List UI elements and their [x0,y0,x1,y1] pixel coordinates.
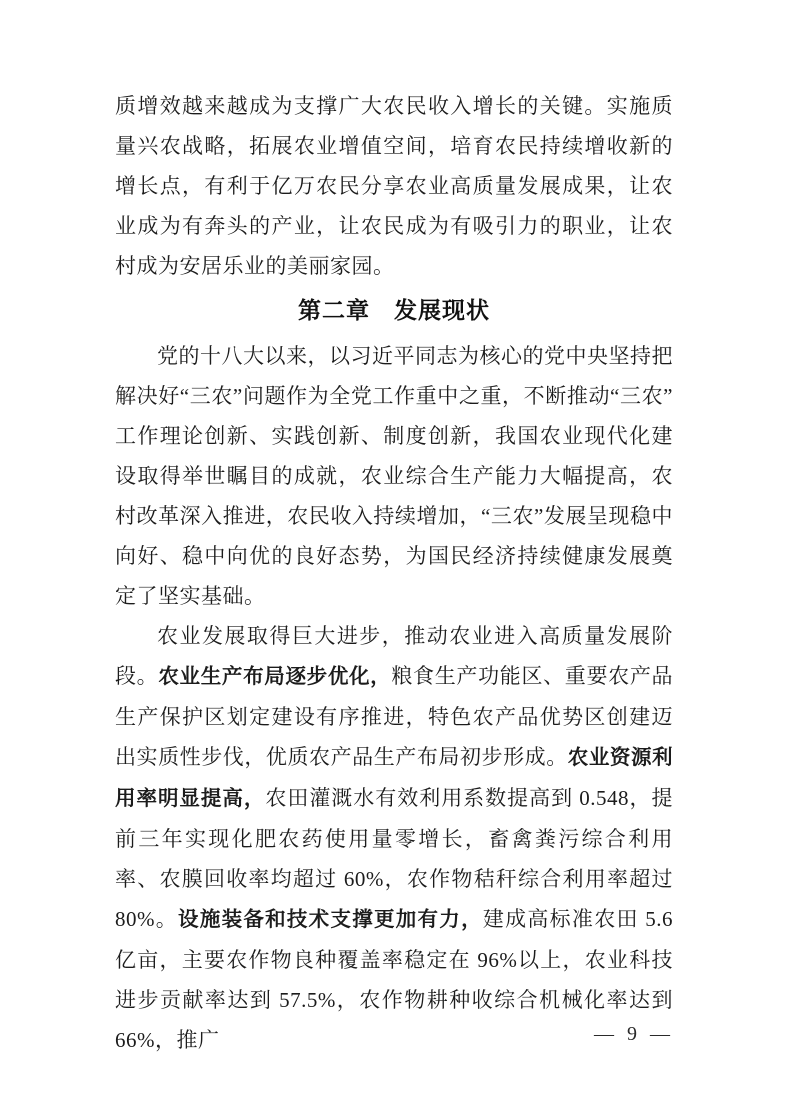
bold-run: 设施装备和技术支撑更加有力， [178,908,483,931]
body-paragraph: 农业发展取得巨大进步，推动农业进入高质量发展阶段。农业生产布局逐步优化，粮食生产功能区、重要农产品生产保护区划定建设有序推进，特色农产品优势区创建迈出实质性步伐，优质农产品生产布局初步形成。农业资源利用率明显提高，农田灌溉水有效利用系数提高到 0.548，提前三年实现化肥农药使用量零增长，畜禽粪污综合利用率、农膜回收率均超过 60%，农作物秸秆综合利用率超过 80%。设施装备和技术支撑更加有力，建成高标准农田 5.6 亿亩，主要农作物良种覆盖率稳定在 96%以上，农业科技进步贡献率达到 57.5%，农作物耕种收综合机械化率达到 66%，推广 [115,624,674,1052]
page-number: — 9 — [594,1023,670,1045]
body-paragraph: 党的十八大以来，以习近平同志为核心的党中央坚持把解决好“三农”问题作为全党工作重中之重，不断推动“三农”工作理论创新、实践创新、制度创新，我国农业现代化建设取得举世瞩目的成就，农业综合生产能力大幅提高，农村改革深入推进，农民收入持续增加，“三农”发展呈现稳中向好、稳中向优的良好态势，为国民经济持续健康发展奠定了坚实基础。 [115,344,673,608]
document-content [115,86,673,1060]
body-paragraph: 质增效越来越成为支撑广大农民收入增长的关键。实施质量兴农战略，拓展农业增值空间，培育农民持续增收新的增长点，有利于亿万农民分享农业高质量发展成果，让农业成为有奔头的产业，让农民成为有吸引力的职业，让农村成为安居乐业的美丽家园。 [115,94,673,278]
bold-run: 农业生产布局逐步优化， [158,665,392,688]
bold-run: 农业资源利用率明显提高， [115,746,674,810]
chapter-heading: 第二章 发展现状 [298,297,490,323]
